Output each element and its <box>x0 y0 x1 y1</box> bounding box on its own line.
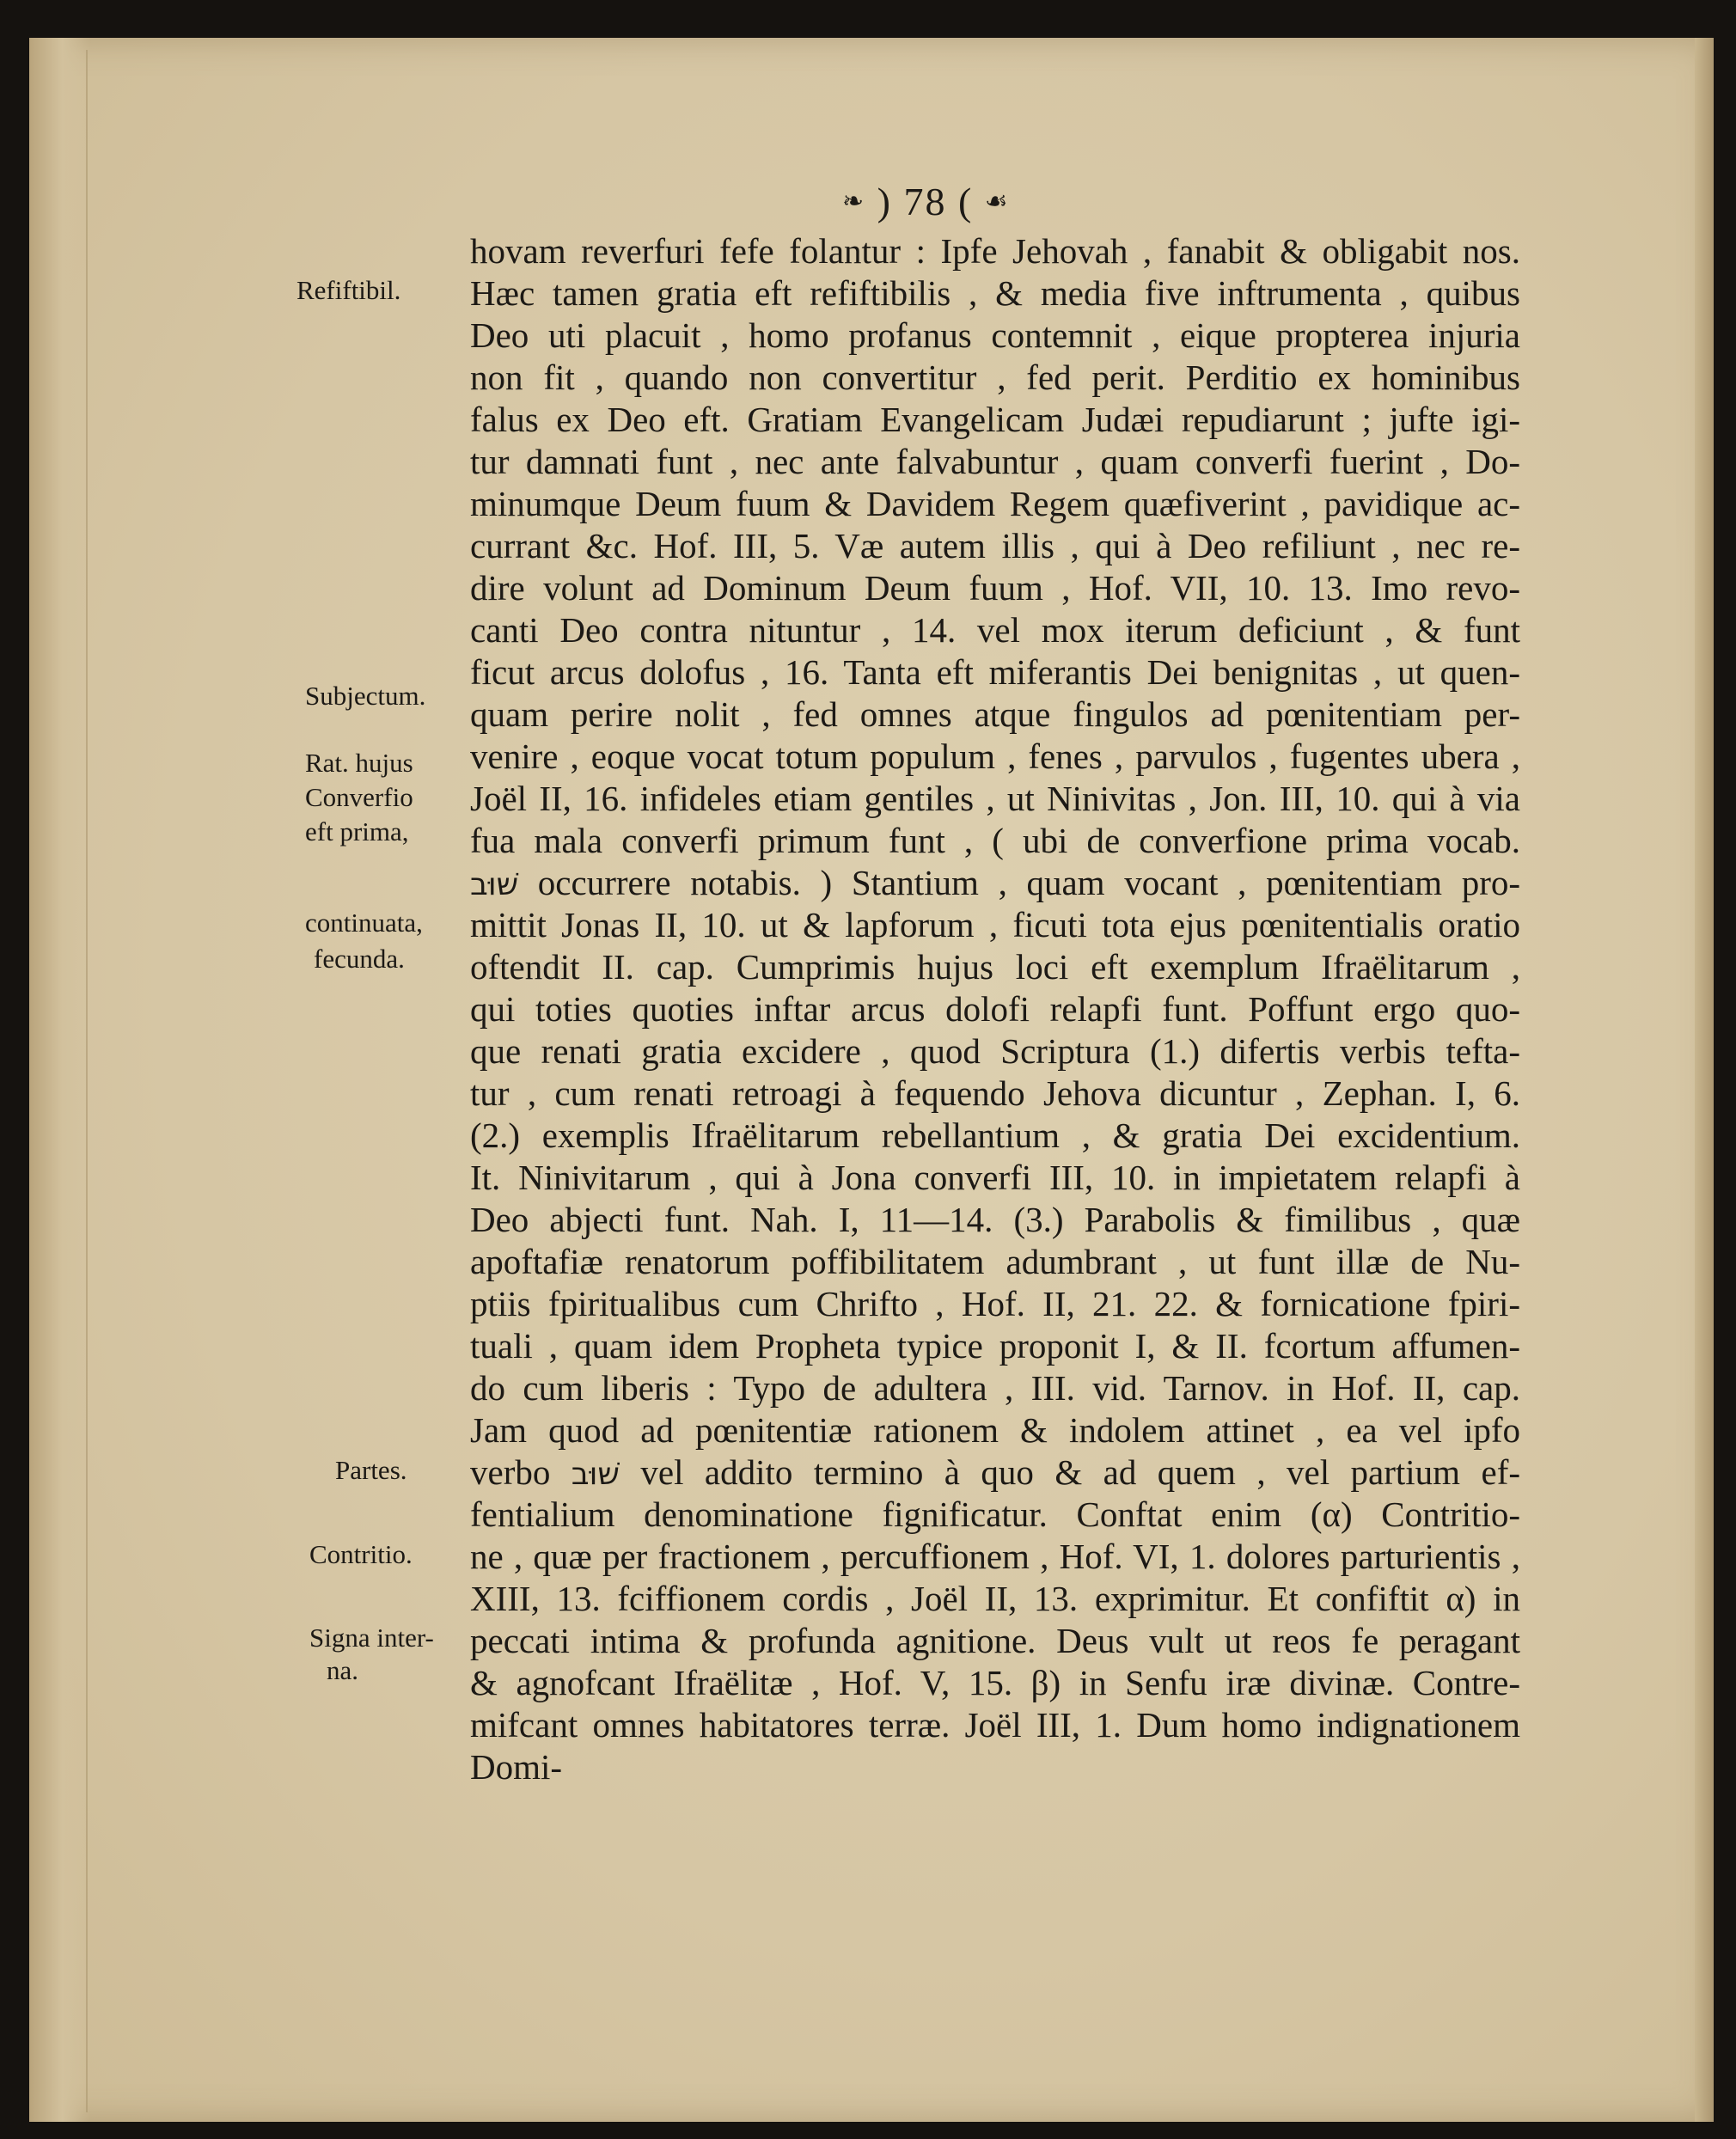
text-line: hovam reverfuri fefe folantur : Ipfe Jehovah , fanabit & obligabit nos. <box>470 231 1520 271</box>
margin-note-subjectum: Subjectum. <box>305 681 426 711</box>
text-line: falus ex Deo eft. Gratiam Evangelicam Judæi repudiarunt ; jufte igi- <box>470 400 1520 439</box>
body-text <box>470 230 1520 1788</box>
text-line: & agnofcant Ifraëlitæ , Hof. V, 15. β) in Senfu iræ divinæ. Contre- <box>470 1663 1520 1702</box>
text-line: fua mala converfi primum funt , ( ubi de converfione prima vocab. <box>470 821 1520 860</box>
text-line: minumque Deum fuum & Davidem Regem quæfiverint , pavidique ac- <box>470 484 1520 523</box>
margin-note-contritio: Contritio. <box>309 1539 413 1569</box>
gutter-rule <box>86 50 88 2112</box>
text-line: occurrere notabis. ) Stantium , quam vocant , pœnitentiam pro- <box>537 863 1520 902</box>
text-line: ne , quæ per fractionem , percuffionem , Hof. VI, 1. dolores parturientis , <box>470 1537 1520 1576</box>
text-line: ficut arcus dolofus , 16. Tanta eft miferantis Dei benignitas , ut quen- <box>470 652 1520 692</box>
ornament-right-icon: ☙ <box>984 187 1010 216</box>
running-header <box>842 179 1152 224</box>
margin-note-signa-1: Signa inter- <box>309 1623 434 1653</box>
margin-note-continuata: continuata, <box>305 908 423 938</box>
text-line: vel addito termino à quo & ad quem , vel partium ef- <box>640 1452 1520 1492</box>
margin-note-secunda: fecunda. <box>314 944 405 974</box>
text-line: (2.) exemplis Ifraëlitarum rebellantium , & gratia Dei excidentium. <box>470 1115 1520 1155</box>
text-line: quam perire nolit , fed omnes atque fingulos ad pœnitentiam per- <box>470 694 1520 734</box>
hebrew-word: שׁוּב <box>571 1457 620 1492</box>
margin-note-partes: Partes. <box>335 1455 407 1485</box>
page-number: ) 78 ( <box>877 180 974 223</box>
text-line: Hæc tamen gratia eft refiftibilis , & media five inftrumenta , quibus <box>470 273 1520 313</box>
margin-note-rat-hujus-3: eft prima, <box>305 816 409 846</box>
text-line: XIII, 13. fciffionem cordis , Joël II, 13. exprimitur. Et confiftit α) in <box>470 1579 1520 1618</box>
text-line: oftendit II. cap. Cumprimis hujus loci eft exemplum Ifraëlitarum , <box>470 947 1520 987</box>
text-line: qui toties quoties inftar arcus dolofi relapfi funt. Poffunt ergo quo- <box>470 989 1520 1029</box>
catchword: Domi- <box>470 1747 563 1787</box>
text-line: non fit , quando non convertitur , fed perit. Perditio ex hominibus <box>470 358 1520 397</box>
text-line: do cum liberis : Typo de adultera , III. vid. Tarnov. in Hof. II, cap. <box>470 1368 1520 1408</box>
text-line: que renati gratia excidere , quod Scriptura (1.) difertis verbis tefta- <box>470 1031 1520 1071</box>
text-line: tur damnati funt , nec ante falvabuntur , quam converfi fuerint , Do- <box>470 442 1520 481</box>
page-edge <box>1695 38 1714 2122</box>
text-line: mifcant omnes habitatores terræ. Joël III, 1. Dum homo indignationem <box>470 1705 1520 1745</box>
text-line: currant &c. Hof. III, 5. Væ autem illis , qui à Deo refiliunt , nec re- <box>470 526 1520 565</box>
margin-note-signa-2: na. <box>327 1655 359 1685</box>
text-line: tuali , quam idem Propheta typice proponit I, & II. fcortum affumen- <box>470 1326 1520 1366</box>
hebrew-word: שׁוּב <box>470 867 519 902</box>
text-fragment: verbo <box>470 1452 551 1492</box>
margin-note-rat-hujus-1: Rat. hujus <box>305 748 413 778</box>
text-line: Deo uti placuit , homo profanus contemnit , eique propterea injuria <box>470 315 1520 355</box>
text-line: Deo abjecti funt. Nah. I, 11—14. (3.) Parabolis & fimilibus , quæ <box>470 1200 1520 1239</box>
text-line-with-hebrew <box>470 862 1520 904</box>
margin-note-rat-hujus-2: Converfio <box>305 782 413 812</box>
margin-note-resistibilis: Refiftibil. <box>296 275 401 305</box>
text-line: canti Deo contra nituntur , 14. vel mox iterum deficiunt , & funt <box>470 610 1520 650</box>
text-line-with-hebrew <box>470 1451 1520 1494</box>
text-line: peccati intima & profunda agnitione. Deus vult ut reos fe peragant <box>470 1621 1520 1660</box>
text-line: dire volunt ad Dominum Deum fuum , Hof. VII, 10. 13. Imo revo- <box>470 568 1520 608</box>
text-line: mittit Jonas II, 10. ut & lapforum , ficuti tota ejus pœnitentialis oratio <box>470 905 1520 944</box>
text-line: It. Ninivitarum , qui à Jona converfi III, 10. in impietatem relapfi à <box>470 1158 1520 1197</box>
page-gutter <box>29 38 89 2122</box>
text-line: venire , eoque vocat totum populum , fenes , parvulos , fugentes ubera , <box>470 736 1520 776</box>
text-line: fentialium denominatione fignificatur. Conftat enim (α) Contritio- <box>470 1494 1520 1534</box>
text-line: tur , cum renati retroagi à fequendo Jehova dicuntur , Zephan. I, 6. <box>470 1073 1520 1113</box>
text-line: ptiis fpiritualibus cum Chrifto , Hof. II, 21. 22. & fornicatione fpiri- <box>470 1284 1520 1323</box>
text-line: Joël II, 16. infideles etiam gentiles , ut Ninivitas , Jon. III, 10. qui à via <box>470 779 1520 818</box>
ornament-left-icon: ❧ <box>842 187 866 216</box>
text-line: apoftafiæ renatorum poffibilitatem adumbrant , ut funt illæ de Nu- <box>470 1242 1520 1281</box>
text-line: Jam quod ad pœnitentiæ rationem & indolem attinet , ea vel ipfo <box>470 1410 1520 1450</box>
